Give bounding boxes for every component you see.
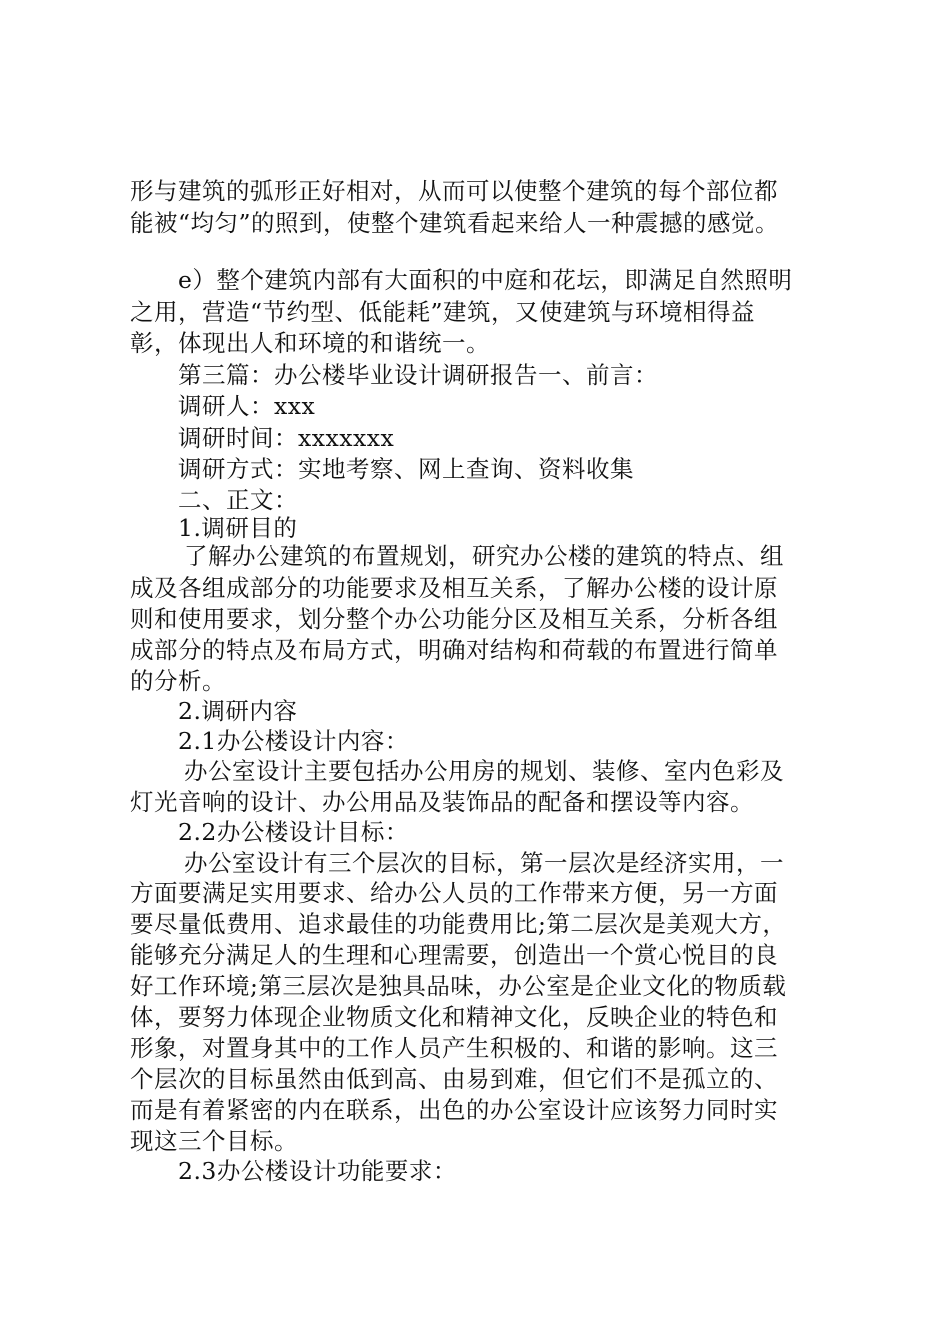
- paragraph-line: 个层次的目标虽然由低到高、由易到难，但它们不是孤立的、: [130, 1065, 778, 1093]
- paragraph-line: e）整个建筑内部有大面积的中庭和花坛，即满足自然照明: [178, 266, 793, 294]
- paragraph-line: 体，要努力体现企业物质文化和精神文化，反映企业的特色和: [130, 1003, 778, 1031]
- section-heading: 2.2办公楼设计目标：: [178, 818, 409, 846]
- section-heading: 2.调研内容: [178, 697, 298, 725]
- paragraph-line: 调研人：xxx: [178, 392, 316, 420]
- paragraph-line: 之用，营造“节约型、低能耗”建筑，又使建筑与环境相得益: [130, 298, 756, 326]
- paragraph-line: 能被“均匀”的照到，使整个建筑看起来给人一种震撼的感觉。: [130, 209, 780, 237]
- paragraph-line: 了解办公建筑的布置规划，研究办公楼的建筑的特点、组: [184, 542, 784, 570]
- paragraph-line: 灯光音响的设计、办公用品及装饰品的配备和摆设等内容。: [130, 788, 754, 816]
- section-heading: 1.调研目的: [178, 514, 298, 542]
- section-heading: 2.1办公楼设计内容：: [178, 727, 409, 755]
- paragraph-line: 的分析。: [130, 667, 226, 695]
- paragraph-line: 形象，对置身其中的工作人员产生积极的、和谐的影响。这三: [130, 1034, 778, 1062]
- paragraph-line: 成部分的特点及布局方式，明确对结构和荷载的布置进行简单: [130, 636, 778, 664]
- paragraph-line: 办公室设计有三个层次的目标，第一层次是经济实用，一: [184, 849, 784, 877]
- paragraph-line: 调研方式：实地考察、网上查询、资料收集: [178, 455, 634, 483]
- paragraph-line: 形与建筑的弧形正好相对，从而可以使整个建筑的每个部位都: [130, 177, 778, 205]
- paragraph-line: 好工作环境;第三层次是独具品味，办公室是企业文化的物质载: [130, 972, 787, 1000]
- paragraph-line: 要尽量低费用、追求最佳的功能费用比;第二层次是美观大方，: [130, 910, 787, 938]
- paragraph-line: 现这三个目标。: [130, 1127, 298, 1155]
- paragraph-line: 成及各组成部分的功能要求及相互关系，了解办公楼的设计原: [130, 574, 778, 602]
- paragraph-line: 办公室设计主要包括办公用房的规划、装修、室内色彩及: [184, 757, 784, 785]
- section-heading: 2.3办公楼设计功能要求：: [178, 1157, 457, 1185]
- paragraph-line: 方面要满足实用要求、给办公人员的工作带来方便，另一方面: [130, 879, 778, 907]
- paragraph-line: 则和使用要求，划分整个办公功能分区及相互关系，分析各组: [130, 605, 778, 633]
- paragraph-line: 调研时间：xxxxxxx: [178, 424, 395, 452]
- paragraph-line: 而是有着紧密的内在联系，出色的办公室设计应该努力同时实: [130, 1096, 778, 1124]
- paragraph-line: 彰，体现出人和环境的和谐统一。: [130, 329, 490, 357]
- section-heading: 二、正文：: [178, 486, 298, 514]
- paragraph-line: 能够充分满足人的生理和心理需要，创造出一个赏心悦目的良: [130, 941, 778, 969]
- section-heading: 第三篇：办公楼毕业设计调研报告一、前言：: [178, 361, 658, 389]
